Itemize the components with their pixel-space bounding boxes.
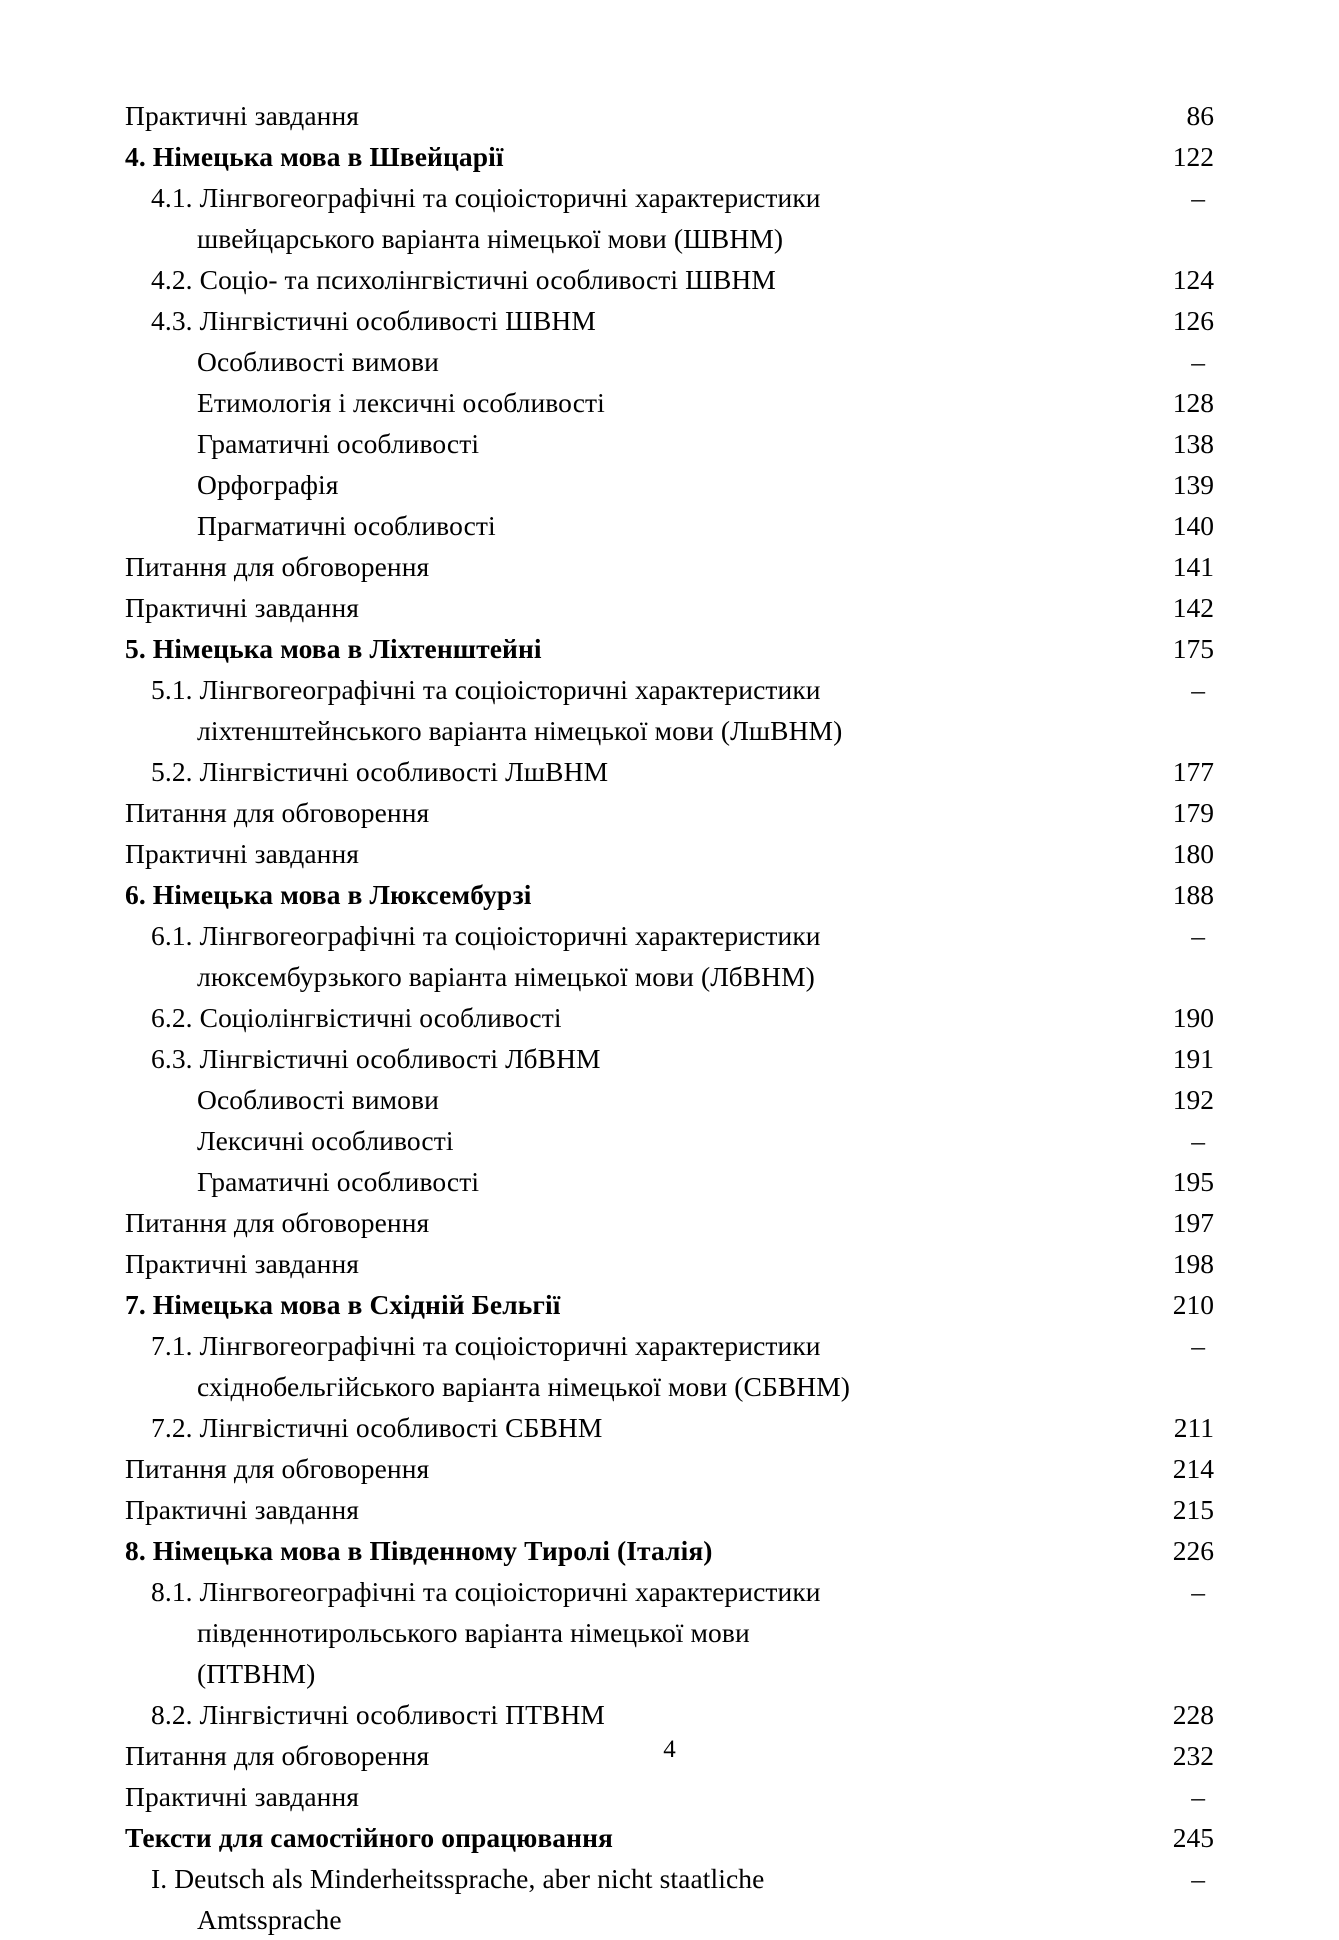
toc-entry-title: Граматичні особливості (197, 428, 480, 459)
toc-list (125, 95, 1214, 1940)
toc-entry-title-continued: східнобельгійського варіанта німецької мови (СБВНМ) (197, 1371, 851, 1402)
toc-entry-page-number: 191 (1172, 1043, 1214, 1074)
toc-entry[interactable] (125, 1407, 1214, 1448)
toc-entry-title-continued: швейцарського варіанта німецької мови (ШВНМ) (197, 223, 784, 254)
toc-entry-title: 5.1. Лінгвогеографічні та соціоісторичні характеристики ліхтенштейнського варіанта німецької мови (ЛшВНМ) (125, 669, 1082, 751)
toc-entry-title: 5. Німецька мова в Ліхтенштейні (125, 633, 542, 664)
toc-entry[interactable] (125, 1858, 1214, 1940)
toc-entry-page-number: – (1191, 920, 1205, 951)
toc-entry[interactable] (125, 997, 1214, 1038)
toc-entry-page-number: 197 (1172, 1207, 1214, 1238)
toc-entry-title: 8.2. Лінгвістичні особливості ПТВНМ (151, 1699, 605, 1730)
toc-entry[interactable] (125, 382, 1214, 423)
toc-entry-page-number: 124 (1172, 264, 1214, 295)
toc-entry[interactable] (125, 1038, 1214, 1079)
toc-entry[interactable] (125, 1489, 1214, 1530)
toc-entry[interactable] (125, 1284, 1214, 1325)
toc-entry-page-number: 232 (1172, 1740, 1214, 1771)
toc-entry[interactable] (125, 1161, 1214, 1202)
toc-entry[interactable] (125, 1325, 1214, 1407)
toc-entry-title: Практичні завдання (125, 1494, 360, 1525)
toc-entry[interactable] (125, 1694, 1214, 1735)
toc-entry[interactable] (125, 1571, 1214, 1694)
toc-entry-page-number: 141 (1172, 551, 1214, 582)
toc-entry-page-number: – (1191, 674, 1205, 705)
toc-entry-page-number: 198 (1172, 1248, 1214, 1279)
toc-entry-page-number: 122 (1172, 141, 1214, 172)
toc-entry[interactable] (125, 259, 1214, 300)
toc-entry[interactable] (125, 792, 1214, 833)
toc-entry-page-number: 192 (1172, 1084, 1214, 1115)
toc-entry-title: 7. Німецька мова в Східній Бельгії (125, 1289, 561, 1320)
toc-entry-title: 4.1. Лінгвогеографічні та соціоісторичні характеристики швейцарського варіанта німецької мови (ШВНМ) (125, 177, 1082, 259)
toc-entry[interactable] (125, 1448, 1214, 1489)
toc-entry-title: Граматичні особливості (197, 1166, 480, 1197)
toc-entry-title: Питання для обговорення (125, 1207, 430, 1238)
toc-entry-title: Лексичні особливості (197, 1125, 454, 1156)
toc-entry-title: Питання для обговорення (125, 797, 430, 828)
toc-entry-page-number: 175 (1172, 633, 1214, 664)
toc-entry[interactable] (125, 546, 1214, 587)
toc-entry-title: Практичні завдання (125, 592, 360, 623)
toc-entry[interactable] (125, 464, 1214, 505)
toc-entry[interactable] (125, 915, 1214, 997)
toc-entry-title: 8. Німецька мова в Південному Тиролі (Італія) (125, 1535, 713, 1566)
toc-entry-title: 5.2. Лінгвістичні особливості ЛшВНМ (151, 756, 609, 787)
toc-entry-page-number: 138 (1172, 428, 1214, 459)
toc-entry[interactable] (125, 587, 1214, 628)
toc-entry-page-number: 126 (1172, 305, 1214, 336)
toc-entry-page-number: 128 (1172, 387, 1214, 418)
toc-entry-title: Питання для обговорення (125, 1453, 430, 1484)
toc-entry-title-continued: люксембурзького варіанта німецької мови (ЛбВНМ) (197, 961, 815, 992)
toc-entry[interactable] (125, 1817, 1214, 1858)
toc-entry-title: Практичні завдання (125, 838, 360, 869)
toc-entry[interactable] (125, 423, 1214, 464)
toc-entry[interactable] (125, 751, 1214, 792)
toc-entry-title: 6.3. Лінгвістичні особливості ЛбВНМ (151, 1043, 601, 1074)
page-folio-number: 4 (663, 1736, 676, 1763)
toc-entry-page-number: 195 (1172, 1166, 1214, 1197)
toc-entry-page-number: 179 (1172, 797, 1214, 828)
toc-entry-page-number: – (1191, 1576, 1205, 1607)
toc-entry[interactable] (125, 505, 1214, 546)
toc-entry-page-number: 245 (1172, 1822, 1214, 1853)
toc-entry-title-continued: ліхтенштейнського варіанта німецької мови (ЛшВНМ) (197, 715, 843, 746)
toc-entry-title-continued-2: (ПТВНМ) (197, 1658, 316, 1689)
toc-entry-page-number: – (1191, 1863, 1205, 1894)
toc-entry-page-number: 86 (1186, 100, 1214, 131)
toc-entry-page-number: 214 (1172, 1453, 1214, 1484)
toc-entry[interactable] (125, 1243, 1214, 1284)
toc-entry[interactable] (125, 300, 1214, 341)
toc-entry-title: Особливості вимови (197, 346, 439, 377)
toc-entry-title: Практичні завдання (125, 100, 360, 131)
toc-entry-title: Тексти для самостійного опрацювання (125, 1822, 613, 1853)
toc-entry-title: Питання для обговорення (125, 1740, 430, 1771)
toc-entry-title: 6.2. Соціолінгвістичні особливості (151, 1002, 562, 1033)
toc-entry-page-number: 190 (1172, 1002, 1214, 1033)
toc-entry-title: 4.3. Лінгвістичні особливості ШВНМ (151, 305, 596, 336)
toc-entry-title: Практичні завдання (125, 1781, 360, 1812)
toc-entry-title: Прагматичні особливості (197, 510, 496, 541)
toc-entry-page-number: 139 (1172, 469, 1214, 500)
toc-entry-title: 6. Німецька мова в Люксембурзі (125, 879, 532, 910)
toc-entry-title-continued: південнотирольського варіанта німецької мови (197, 1617, 750, 1648)
toc-entry-title: 7.1. Лінгвогеографічні та соціоісторичні характеристики східнобельгійського варіанта німецької мови (СБВНМ) (125, 1325, 1082, 1407)
toc-entry-page-number: – (1191, 1330, 1205, 1361)
toc-entry-page-number: 215 (1172, 1494, 1214, 1525)
toc-entry-title: Орфографія (197, 469, 339, 500)
toc-entry-title: Етимологія і лексичні особливості (197, 387, 605, 418)
toc-entry-page-number: – (1191, 1125, 1205, 1156)
toc-entry-page-number: – (1191, 182, 1205, 213)
toc-entry-title-continued: Amtssprache (197, 1904, 342, 1935)
toc-entry[interactable] (125, 833, 1214, 874)
toc-entry-page-number: 226 (1172, 1535, 1214, 1566)
toc-entry-title: Практичні завдання (125, 1248, 360, 1279)
toc-entry[interactable] (125, 1776, 1214, 1817)
toc-entry-page-number: 210 (1172, 1289, 1214, 1320)
toc-entry-page-number: 188 (1172, 879, 1214, 910)
toc-entry-page-number: – (1191, 346, 1205, 377)
toc-entry[interactable] (125, 874, 1214, 915)
toc-entry[interactable] (125, 1202, 1214, 1243)
toc-entry-page-number: 180 (1172, 838, 1214, 869)
toc-entry-title: 4. Німецька мова в Швейцарії (125, 141, 504, 172)
toc-entry-title: Особливості вимови (197, 1084, 439, 1115)
toc-entry-title: Питання для обговорення (125, 551, 430, 582)
toc-entry[interactable] (125, 341, 1214, 382)
toc-entry[interactable] (125, 136, 1214, 177)
toc-entry[interactable] (125, 1120, 1214, 1161)
toc-entry-title: 7.2. Лінгвістичні особливості СБВНМ (151, 1412, 603, 1443)
toc-entry-title: 6.1. Лінгвогеографічні та соціоісторичні характеристики люксембурзького варіанта німецької мови (ЛбВНМ) (125, 915, 1082, 997)
toc-entry[interactable] (125, 628, 1214, 669)
toc-entry-title: I. Deutsch als Minderheitssprache, aber nicht staatliche Amtssprache (125, 1858, 1082, 1940)
toc-entry-page-number: 177 (1172, 756, 1214, 787)
toc-entry[interactable] (125, 1079, 1214, 1120)
toc-entry-page-number: 140 (1172, 510, 1214, 541)
toc-entry-title: 8.1. Лінгвогеографічні та соціоісторичні характеристики південнотирольського варіанта німецької мови (ПТВНМ) (125, 1571, 1082, 1694)
toc-entry-page-number: 228 (1172, 1699, 1214, 1730)
toc-entry[interactable] (125, 1530, 1214, 1571)
toc-entry[interactable] (125, 669, 1214, 751)
toc-entry[interactable] (125, 95, 1214, 136)
toc-entry-title: 4.2. Соціо- та психолінгвістичні особливості ШВНМ (151, 264, 776, 295)
toc-entry-page-number: – (1191, 1781, 1205, 1812)
toc-entry-page-number: 142 (1172, 592, 1214, 623)
toc-entry-page-number: 211 (1173, 1412, 1214, 1443)
toc-entry[interactable] (125, 177, 1214, 259)
